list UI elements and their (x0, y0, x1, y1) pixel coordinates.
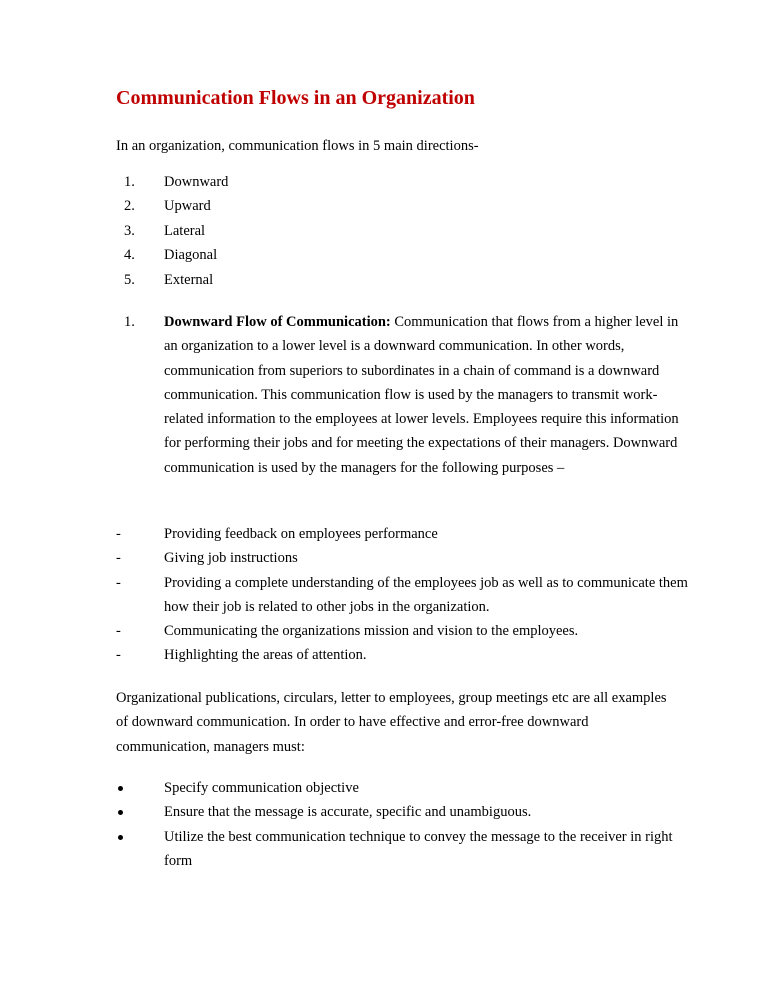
dash-marker: - (116, 623, 121, 640)
list-item (116, 776, 696, 800)
list-item-text: Providing feedback on employees performance (164, 526, 438, 542)
list-number: 5. (124, 271, 135, 288)
bullet-icon (118, 835, 123, 840)
list-item (116, 825, 696, 874)
list-item (116, 619, 696, 643)
section-number: 1. (124, 314, 135, 330)
list-item-label: Diagonal (164, 247, 218, 264)
bullet-icon (118, 786, 123, 791)
list-item-label: External (164, 271, 214, 288)
list-number: 4. (124, 247, 135, 264)
list-item-text: Specify communication objective (164, 780, 359, 796)
list-item-text: Highlighting the areas of attention. (164, 647, 367, 664)
list-number: 3. (124, 222, 135, 239)
downward-section (124, 310, 684, 480)
section-heading: Downward Flow of Communication: (164, 314, 391, 330)
list-item (116, 546, 696, 570)
dash-marker: - (116, 574, 121, 591)
list-item-text: Giving job instructions (164, 550, 298, 567)
dash-marker: - (116, 550, 121, 567)
list-item-text: Providing a complete understanding of the employees job as well as to communicate them how their job is related to other jobs in the organization. (164, 574, 688, 615)
list-item-label: Lateral (164, 222, 206, 239)
list-item (116, 522, 696, 546)
requirements-list (116, 776, 696, 873)
bullet-icon (118, 810, 123, 815)
intro-text: In an organization, communication flows in 5 main directions- (116, 138, 479, 154)
section-body (164, 310, 684, 480)
list-item (116, 571, 696, 620)
dash-marker: - (116, 647, 121, 664)
page-title: Communication Flows in an Organization (116, 87, 475, 109)
list-item-label: Downward (164, 174, 229, 190)
list-item-text: Ensure that the message is accurate, specific and unambiguous. (164, 804, 532, 821)
list-number: 2. (124, 198, 135, 215)
list-number: 1. (124, 174, 135, 190)
list-item-text: Communicating the organizations mission and vision to the employees. (164, 623, 579, 640)
body-paragraph: Organizational publications, circulars, letter to employees, group meetings etc are all examples of downward communication. In order to have effective and error-free downward communication, managers must: (116, 690, 667, 755)
list-item-label: Upward (164, 198, 211, 215)
list-item (116, 643, 696, 667)
dash-marker: - (116, 526, 121, 542)
list-item (116, 800, 696, 824)
list-item-text: Utilize the best communication technique to convey the message to the receiver in right form (164, 828, 673, 869)
purposes-list (116, 522, 696, 668)
section-text: Communication that flows from a higher level in an organization to a lower level is a downward communication. In other words, communication from superiors to subordinates in a chain of command is a downward communication. This communication flow is used by the managers to transmit work-related information to the employees at lower levels. Employees require this information for performing their jobs and for meeting the expectations of their managers. Downward communication is used by the managers for the following purposes – (164, 314, 679, 476)
